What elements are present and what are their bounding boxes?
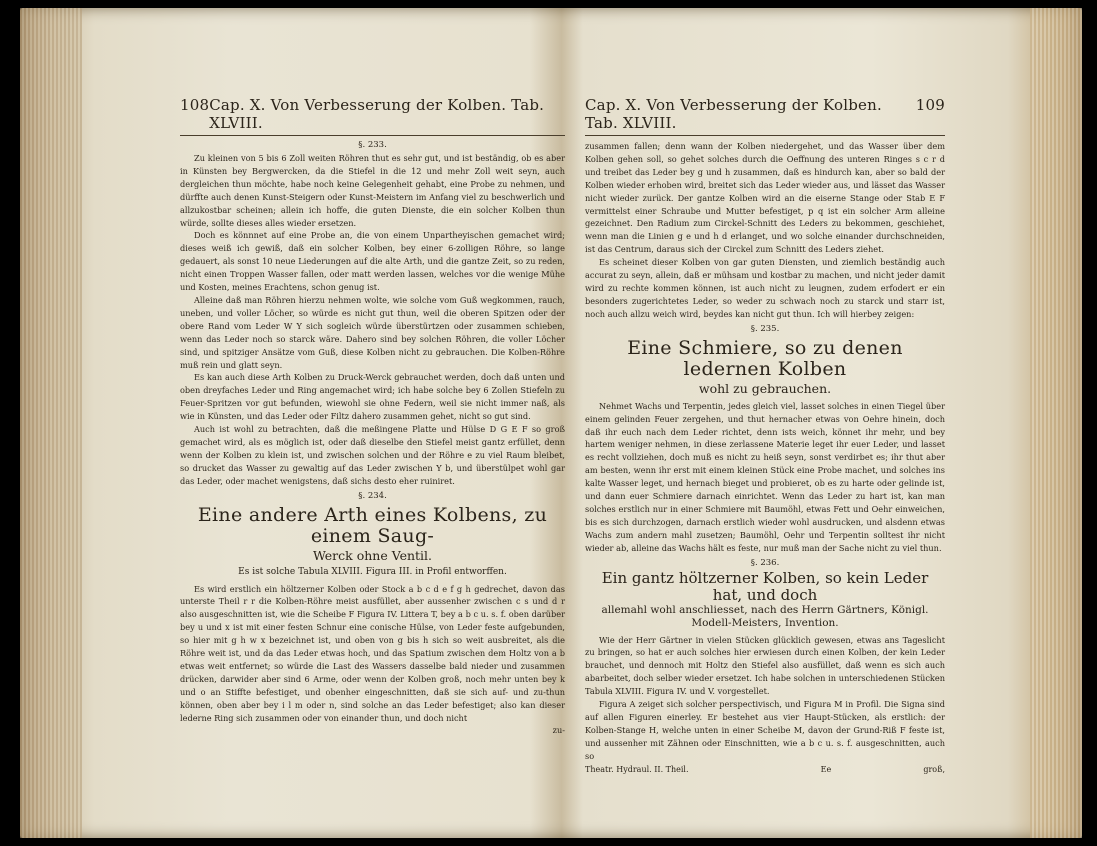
paragraph: Zu kleinen von 5 bis 6 Zoll weiten Röhren thut es sehr gut, und ist beständig, ob es aber in Künsten bey Bergwercken, da die Stiefel in die 12 und mehr Zoll weit seyn, auch dergleichen thun möchte, habe noch keine Gelegenheit gehabt, eine Probe zu nehmen, und dürffte auch denen Kunst-Steigern oder Kunst-Meistern im Anfang viel zu beschwerlich und allzukostbar scheinen; allein ich hoffe, die guten Dienste, die ein solcher Kolben thun würde, sollte dieses alles wieder ersetzen. — [180, 153, 565, 228]
paragraph: Wie der Herr Gärtner in vielen Stücken glücklich gewesen, etwas ans Tageslicht zu bringen, so hat er auch solches hier erwiesen durch einen Kolben, der kein Leder brauchet, und dennoch mit Holtz den Stiefel also ausfüllet, daß wenn es sich auch abarbeitet, doch selber wieder ersetzet. Ich habe solchen in unterschiedenen Stücken Tabula XLVIII. Figura IV. und V. vorgestellet. — [585, 634, 945, 697]
paragraph: zusammen fallen; denn wann der Kolben niedergehet, und das Wasser über dem Kolben gehen soll, so gehet solches durch die Oeffnung des unteren Ringes s c r d und treibet das Leder bey g und h zusammen, daß es hindurch kan, aber so bald der Kolben wieder erhoben wird, breitet sich das Leder wieder aus, und lässet das Wasser nicht wieder zurück. Der gantze Kolben wird an die eiserne Stange oder Stab E F vermittelst einer Schraube und Mutter befestiget, p q ist ein solcher Arm alleine gezeichnet. Den Radium zum Circkel-Schnitt des Leders zu bekommen, geschiehet, wenn man die Linien g e und h d erlanget, und wo solche einander durchschneiden, ist das Centrum, daraus sich der Circkel zum Schnitt des Leders ziehet. — [585, 141, 945, 255]
book-spread — [20, 8, 1082, 838]
continued-text — [585, 140, 945, 321]
section-233-number: §. 233. — [358, 140, 387, 150]
paragraph: Figura A zeiget sich solcher perspectivisch, und Figura M in Profil. Die Signa sind auf allen Figuren einerley. Er bestehet aus vier Haupt-Stücken, als erstlich: der Kolben-Stange H, welche unten in einer Scheibe M, davon der Grund-Riß F feste ist, und aussenher mit Zähnen oder Einschnitten, wie a b c u. s. f. ausgeschnitten, auch so — [585, 699, 945, 761]
paragraph: Doch es könnnet auf eine Probe an, die von einem Unpartheyischen gemachet wird; dieses weiß ich gewiß, daß ein solcher Kolben, bey einer 6-zolligen Röhre, so lange gedauert, als sonst 10 neue Liederungen auf die alte Arth, und die gantze Zeit, so zu reden, nicht einen Troppen Wasser fallen, oder matt werden lassen, welches vor die wenige Mühe und Kosten, meines Erachtens, schon genug ist. — [180, 230, 565, 293]
footer-imprint: Theatr. Hydraul. II. Theil. — [585, 764, 689, 774]
section-236-body — [585, 634, 945, 763]
section-236-number: §. 236. — [750, 557, 780, 568]
paragraph: Auch ist wohl zu betrachten, daß die meßingene Platte und Hülse D G E F so groß gemachet wird, als es möglich ist, oder daß dieselbe den Stiefel meist gantz erfüllet, denn wenn der Kolben zu klein ist, und zwischen solchen und der Röhre e zu viel Raum bleibet, so drucket das Wasser zu gewaltig auf das Leder zwischen Y b, und überstülpet wohl gar das Leder, oder machet wenigstens, daß sichs desto eher ruiniret. — [180, 424, 565, 486]
section-234-body — [180, 583, 565, 725]
section-234-number: §. 234. — [358, 490, 387, 501]
section-233-body — [180, 152, 565, 488]
page-edges-left — [20, 8, 82, 838]
section-234-note: Es ist solche Tabula XLVIII. Figura III. in Profil entworffen. — [238, 566, 507, 577]
right-running-head-title: Cap. X. Von Verbesserung der Kolben. Tab. XLVIII. — [585, 96, 882, 132]
section-235-number: §. 235. — [750, 323, 780, 334]
paragraph: Es scheinet dieser Kolben von gar guten Diensten, und ziemlich beständig auch accurat zu seyn, allein, daß er mühsam und kostbar zu machen, und nicht jeder damit wird zu rechte kommen können, ist auch nicht zu leugnen, zudem erfodert er ein besonders zugerichtetes Leder, so weder zu schwach noch zu starck und starr ist, noch auch allzu weich wird, beydes kan nicht gut thun. Ich will hierbey zeigen: — [585, 257, 945, 319]
right-page — [585, 96, 945, 774]
section-236-subtitle: allemahl wohl anschliesset, nach des Herrn Gärtners, Königl. Modell-Meisters, Invention. — [601, 603, 929, 629]
left-page — [180, 96, 565, 735]
paragraph: Es kan auch diese Arth Kolben zu Druck-Werck gebrauchet werden, doch daß unten und oben dreyfaches Leder und Ring angemachet wird; ich habe solche bey 6 Zollen Stiefeln zu Feuer-Spritzen vor gut befunden, wiewohl sie ohne Federn, weil sie nicht immer naß, als wie in Künsten, und das Leder oder Filtz dahero zusammen gehet, nicht so gut sind. — [180, 372, 565, 422]
right-page-number: 109 — [915, 96, 945, 114]
right-catchword: groß, — [923, 764, 945, 774]
left-running-head — [180, 96, 565, 136]
signature-mark: Ee — [820, 764, 832, 774]
right-footer — [585, 765, 945, 774]
section-235-title: Eine Schmiere, so zu denen ledernen Kolben — [627, 336, 903, 380]
section-236-title: Ein gantz höltzerner Kolben, so kein Leder hat, und doch — [601, 568, 929, 604]
section-234-subtitle: Werck ohne Ventil. — [312, 547, 433, 563]
left-catchword: zu- — [552, 724, 565, 735]
section-234-title: Eine andere Arth eines Kolbens, zu einem Saug- — [197, 503, 548, 547]
page-edges-right — [1030, 8, 1082, 838]
paragraph: Alleine daß man Röhren hierzu nehmen wolte, wie solche vom Guß wegkommen, rauch, uneben, und voller Löcher, so würde es nicht gut thun, weil die oberen Spitzen oder der obere Rand vom Leder W Y sich sogleich würde überstürtzen oder zusammen schieben, wenn das Leder noch so starck wäre. Dahero sind bey solchen Röhren, die voller Löcher sind, und spitziger Ansätze vom Guß, diese Kolben nicht zu gebrauchen. Die Kolben-Röhre muß rein und glatt seyn. — [180, 294, 565, 370]
paragraph: Nehmet Wachs und Terpentin, jedes gleich viel, lasset solches in einen Tiegel über einem gelinden Feuer zergehen, und thut hernacher etwas von Oehre hinein, doch daß ihr euch nach dem Leder richtet, denn ists weich, könnet ihr mehr, und bey hartem weniger nehmen, in diese zerlassene Materie leget ihr euer Leder, und lasset es recht vollziehen, doch muß es nicht zu heiß seyn, sonst verdirbet es; ihr thut aber am besten, wenn ihr erst mit einem kleinen Stück eine Probe machet, und solches ins kalte Wasser leget, und hernach bieget und probieret, ob es zu harte oder gelinde ist, und dann euer Schmiere darnach einrichtet. Wenn das Leder zu hart ist, kan man solches erstlich nur in einer Schmiere mit Baumöhl, etwas Fett und Oehr einweichen, bis es sich durchzogen, darnach erstlich wieder wohl ausdrucken, und alsdenn etwas Wachs zum andern mahl zusetzen; Baumöhl, Oehr und Terpentin solltest ihr nicht wieder ab, alleine das Wachs hält es feste, nur muß man der Sache nicht zu viel thun. — [585, 400, 945, 553]
section-235-subtitle: wohl zu gebrauchen. — [698, 380, 832, 396]
left-running-head-title: Cap. X. Von Verbesserung der Kolben. Tab. XLVIII. — [209, 96, 545, 132]
left-page-number: 108 — [180, 96, 210, 114]
section-235-body — [585, 400, 945, 555]
paragraph: Es wird erstlich ein höltzerner Kolben oder Stock a b c d e f g h gedrechet, davon das unterste Theil r r die Kolben-Röhre meist ausfüllet, aber aussenher zwischen c s und d r also ausgeschnitten ist, wie die Scheibe F Figura IV. Littera T, bey a b c u. s. f. oben darüber bey u und x ist mit einer festen Schnur eine conische Hülse, von Leder feste aufgebunden, so hier mit g h w x bezeichnet ist, und oben von g bis h sich so weit ausbreitet, als die Röhre weit ist, und da das Leder etwas hoch, und das Spatium zwischen dem Holtz von a b etwas weit entfernet; so würde die Last des Wassers dasselbe bald nieder und zusammen drücken, darwider aber sind 6 Arme, oder wenn der Kolben groß, noch mehr unten bey k und o an Stiffte befestiget, und obenher eingeschnitten, daß sie sich auf- und zu-thun können, oben aber bey i l m oder n, sind solche an das Leder befestiget; also kan dieser lederne Ring sich zusammen oder von einander thun, und doch nicht — [180, 583, 565, 723]
right-running-head — [585, 96, 945, 136]
